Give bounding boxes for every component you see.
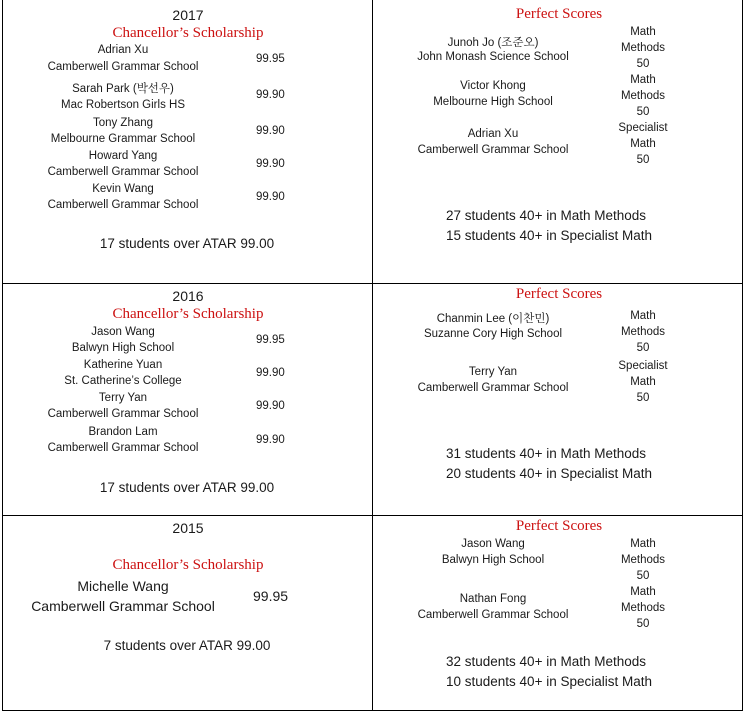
specialist-summary: 20 students 40+ in Specialist Math (446, 466, 653, 481)
atar-summary: 17 students over ATAR 99.00 (99, 480, 275, 495)
perfect-score: 50 (636, 342, 650, 354)
perfect-school: Camberwell Grammar School (417, 382, 569, 394)
perfect-school: Camberwell Grammar School (417, 144, 569, 156)
atar-summary: 7 students over ATAR 99.00 (103, 638, 271, 653)
year-2017-perfect-cell (373, 0, 742, 283)
scholar-school: Camberwell Grammar School (47, 166, 199, 178)
perfect-school: Balwyn High School (441, 554, 545, 566)
scholar-name: Jason Wang (91, 326, 155, 338)
methods-summary: 27 students 40+ in Math Methods (446, 208, 647, 223)
scholar-name: Terry Yan (98, 392, 148, 404)
results-table (2, 0, 743, 715)
year-2015-perfect-cell (373, 516, 742, 710)
scholar-score: 99.90 (256, 89, 285, 101)
perfect-scores-title: Perfect Scores (515, 286, 603, 302)
perfect-subject: Math Methods 50 (620, 538, 666, 582)
scholar-score: 99.95 (256, 53, 285, 65)
scholar-score: 99.90 (256, 367, 285, 379)
scholar-score: 99.90 (256, 191, 285, 203)
scholar-name: Howard Yang (88, 150, 158, 162)
table-border-right (742, 0, 743, 711)
perfect-name: Nathan Fong (459, 593, 527, 605)
year-heading: 2017 (172, 7, 204, 23)
specialist-summary: 15 students 40+ in Specialist Math (446, 228, 653, 243)
perfect-name: Chanmin Lee (이찬민) (436, 313, 550, 325)
scholar-school: Mac Robertson Girls HS (61, 99, 185, 111)
perfect-school: Suzanne Cory High School (423, 328, 563, 340)
scholar-score: 99.90 (256, 158, 285, 170)
scholar-name: Adrian Xu (97, 44, 149, 56)
scholar-name: Katherine Yuan (83, 359, 163, 371)
scholar-name: Michelle Wang (77, 578, 169, 594)
scholar-school: Camberwell Grammar School (47, 199, 199, 211)
scholar-name: Tony Zhang (92, 117, 154, 129)
scholar-score: 99.95 (253, 588, 289, 604)
year-2016-scholarship-cell (2, 284, 372, 515)
perfect-subject: Math Methods 50 (620, 310, 666, 354)
perfect-score: 50 (636, 618, 650, 630)
perfect-name: Adrian Xu (467, 128, 519, 140)
perfect-school: Melbourne High School (433, 96, 553, 108)
scholarship-title: Chancellor’s Scholarship (112, 557, 264, 573)
year-heading: 2016 (172, 288, 204, 304)
scholar-school: Melbourne Grammar School (50, 133, 196, 145)
perfect-scores-title: Perfect Scores (515, 518, 603, 534)
scholar-name: Kevin Wang (92, 183, 154, 195)
specialist-summary: 10 students 40+ in Specialist Math (446, 674, 653, 689)
year-heading: 2015 (172, 520, 204, 536)
perfect-score: 50 (636, 106, 650, 118)
scholar-school: Balwyn High School (71, 342, 175, 354)
perfect-scores-title: Perfect Scores (515, 6, 603, 22)
perfect-name: Terry Yan (468, 366, 518, 378)
perfect-subject: Specialist Math 50 (618, 122, 668, 166)
perfect-score: 50 (636, 154, 650, 166)
year-2016-perfect-cell (373, 284, 742, 515)
scholar-name: Brandon Lam (88, 426, 158, 438)
perfect-subject: Math Methods 50 (620, 586, 666, 630)
scholar-school: St. Catherine’s College (64, 375, 182, 387)
perfect-school: Camberwell Grammar School (417, 609, 569, 621)
methods-summary: 31 students 40+ in Math Methods (446, 446, 647, 461)
scholarship-title: Chancellor’s Scholarship (112, 25, 264, 41)
perfect-name: Jason Wang (461, 538, 525, 550)
scholar-school: Camberwell Grammar School (47, 408, 199, 420)
perfect-subject: Math Methods 50 (620, 26, 666, 70)
year-2017-scholarship-cell (2, 0, 372, 283)
scholarship-title: Chancellor’s Scholarship (112, 306, 264, 322)
scholar-name: Sarah Park (박선우) (72, 83, 174, 95)
scholar-school: Camberwell Grammar School (31, 598, 215, 614)
perfect-score: 50 (636, 570, 650, 582)
table-border-bottom (2, 710, 743, 711)
year-2015-scholarship-cell (2, 516, 372, 710)
perfect-score: 50 (636, 58, 650, 70)
perfect-school: John Monash Science School (417, 51, 569, 63)
perfect-score: 50 (636, 392, 650, 404)
scholar-score: 99.90 (256, 125, 285, 137)
atar-summary: 17 students over ATAR 99.00 (99, 236, 275, 251)
methods-summary: 32 students 40+ in Math Methods (446, 654, 647, 669)
perfect-subject: Specialist Math 50 (618, 360, 668, 404)
scholar-score: 99.95 (256, 334, 285, 346)
scholar-school: Camberwell Grammar School (47, 442, 199, 454)
scholar-school: Camberwell Grammar School (47, 61, 199, 73)
scholar-score: 99.90 (256, 400, 285, 412)
perfect-name: Junoh Jo (조준오) (447, 37, 539, 49)
perfect-name: Victor Khong (460, 80, 526, 92)
perfect-subject: Math Methods 50 (620, 74, 666, 118)
scholar-score: 99.90 (256, 434, 285, 446)
